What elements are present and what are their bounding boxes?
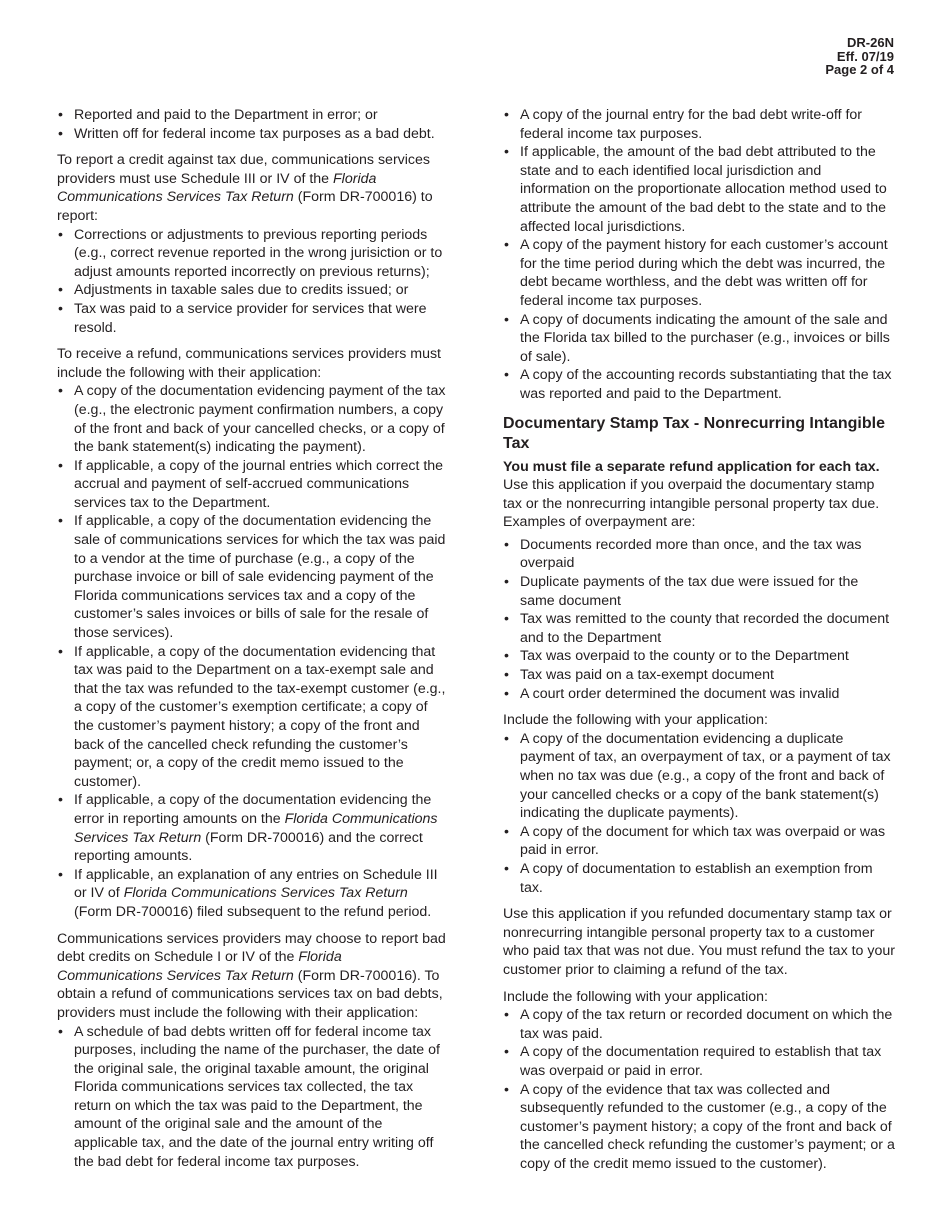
list-item: • Tax was remitted to the county that recorded the document and to the Department (503, 610, 895, 647)
list-item: • A court order determined the document was invalid (503, 685, 895, 704)
paragraph-use-refunded: Use this application if you refunded documentary stamp tax or nonrecurring intangible personal property tax to a customer who paid tax that was not due. You must refund the tax to your customer prior to claiming a refund of the tax. (503, 906, 895, 978)
list-item: • A schedule of bad debts written off for federal income tax purposes, including the name of the purchaser, the date of the original sale, the original taxable amount, the original Florida communications services tax collected, the tax return on which the tax was paid to the Department, the amount of the original sale and the amount of the applicable tax, and the date of the journal entry writing off the bad debt for federal income tax purposes. (57, 1023, 449, 1172)
list-item: • Corrections or adjustments to previous reporting periods (e.g., correct revenue reported in the wrong jurisiction or to adjust amounts reported incorrectly on previous returns); (57, 226, 449, 282)
list-item: • Tax was paid to a service provider for services that were resold. (57, 300, 449, 337)
list-item: • A copy of the accounting records substantiating that the tax was reported and paid to the Department. (503, 366, 895, 403)
bullet-list (57, 1023, 449, 1172)
left-column (57, 106, 449, 1179)
paragraph-bad-debt: Communications services providers may choose to report bad debt credits on Schedule I or IV of the Florida Communications Services Tax Return (Form DR-700016). To obtain a refund of communications services tax on bad debts, providers must include the following with their application: (57, 930, 446, 1021)
list-item: • Documents recorded more than once, and the tax was overpaid (503, 536, 895, 573)
effective-date: Eff. 07/19 (836, 48, 894, 64)
list-item: • If applicable, a copy of the documentation evidencing the sale of communications services for which the tax was paid to a vendor at the time of purchase (e.g., a copy of the purchase invoice or bill of sale evidencing payment of the Florida communications services tax and a copy of the customer’s sales invoices or bills of sale for the resale of those services). (57, 512, 449, 642)
paragraph-credit: To report a credit against tax due, communications services providers must use Schedule III or IV of the Florida Communications Services Tax Return (Form DR-700016) to report: (57, 152, 433, 224)
bullet-list (503, 536, 895, 703)
list-item: • A copy of the documentation required to establish that tax was overpaid or paid in error. (503, 1043, 895, 1080)
list-item: • A copy of the payment history for each customer’s account for the time period during which the debt was incurred, the debt became worthless, and the debt was written off for federal income tax purposes. (503, 236, 895, 310)
list-item: • A copy of the document for which tax was overpaid or was paid in error. (503, 823, 895, 860)
bullet-list (57, 106, 449, 143)
list-item: • A copy of the evidence that tax was collected and subsequently refunded to the customer (e.g., a copy of the customer’s payment history; a copy of the front and back of the cancelled check refunding the customer’s payment; or a copy of the credit memo issued to the customer). (503, 1081, 895, 1174)
page-number: Page 2 of 4 (825, 62, 894, 77)
list-item: • Written off for federal income tax purposes as a bad debt. (57, 125, 449, 144)
list-item: • If applicable, a copy of the documentation evidencing that tax was paid to the Department on a tax-exempt sale and that the tax was refunded to the tax-exempt customer (e.g., a copy of the customer’s exemption certificate; a copy of the customer’s payment history; a copy of the front and back of the cancelled check refunding the customer’s payment; or, a copy of the credit memo issued to the customer). (57, 643, 449, 792)
right-column (503, 106, 895, 1181)
form-header (825, 36, 894, 77)
list-item: • Duplicate payments of the tax due were issued for the same document (503, 573, 895, 610)
bold-note: You must file a separate refund application for each tax. (503, 458, 880, 475)
list-item: • Tax was paid on a tax-exempt document (503, 666, 895, 685)
list-item: • Reported and paid to the Department in error; or (57, 106, 449, 125)
list-item: • If applicable, the amount of the bad debt attributed to the state and to each identified local jurisdiction and information on the proportionate allocation method used to attribute the amount of the bad debt to the state and to the affected local jurisdictions. (503, 143, 895, 236)
form-number: DR-26N (847, 35, 894, 50)
list-item: • A copy of the tax return or recorded document on which the tax was paid. (503, 1006, 895, 1043)
paragraph-include: Include the following with your application: (503, 712, 768, 729)
list-item: • If applicable, an explanation of any entries on Schedule III or IV of Florida Communications Services Tax Return (Form DR-700016) filed subsequent to the refund period. (57, 866, 449, 922)
bullet-list (503, 106, 895, 404)
list-item: • If applicable, a copy of the journal entries which correct the accrual and payment of self-accrued communications services tax to the Department. (57, 457, 449, 513)
paragraph-include: Include the following with your application: (503, 988, 768, 1005)
bullet-list (57, 226, 449, 338)
list-item: • A copy of documents indicating the amount of the sale and the Florida tax billed to the purchaser (e.g., invoices or bills of sale). (503, 311, 895, 367)
bullet-list (503, 1006, 895, 1173)
list-item: • If applicable, a copy of the documentation evidencing the error in reporting amounts on the Florida Communications Services Tax Return (Form DR-700016) and the correct reporting amounts. (57, 791, 449, 865)
list-item: • A copy of documentation to establish an exemption from tax. (503, 860, 895, 897)
bullet-list (503, 730, 895, 897)
list-item: • A copy of the documentation evidencing payment of the tax (e.g., the electronic payment confirmation numbers, a copy of the front and back of your cancelled checks, or a copy of the bank statement(s) indicating the payment). (57, 382, 449, 456)
list-item: • Tax was overpaid to the county or to the Department (503, 647, 895, 666)
bullet-list (57, 382, 449, 921)
list-item: • Adjustments in taxable sales due to credits issued; or (57, 281, 449, 300)
section-heading: Documentary Stamp Tax - Nonrecurring Intangible Tax (503, 414, 885, 452)
list-item: • A copy of the journal entry for the bad debt write-off for federal income tax purposes. (503, 106, 895, 143)
list-item: • A copy of the documentation evidencing a duplicate payment of tax, an overpayment of tax, or a payment of tax when no tax was due (e.g., a copy of the front and back of your cancelled checks or a copy of the bank statement(s) indicating the duplicate payments). (503, 730, 895, 823)
paragraph-use: Use this application if you overpaid the documentary stamp tax or the nonrecurring intangible personal property tax due. Examples of overpayment are: (503, 477, 880, 531)
paragraph-refund: To receive a refund, communications services providers must include the following with their application: (57, 346, 442, 381)
